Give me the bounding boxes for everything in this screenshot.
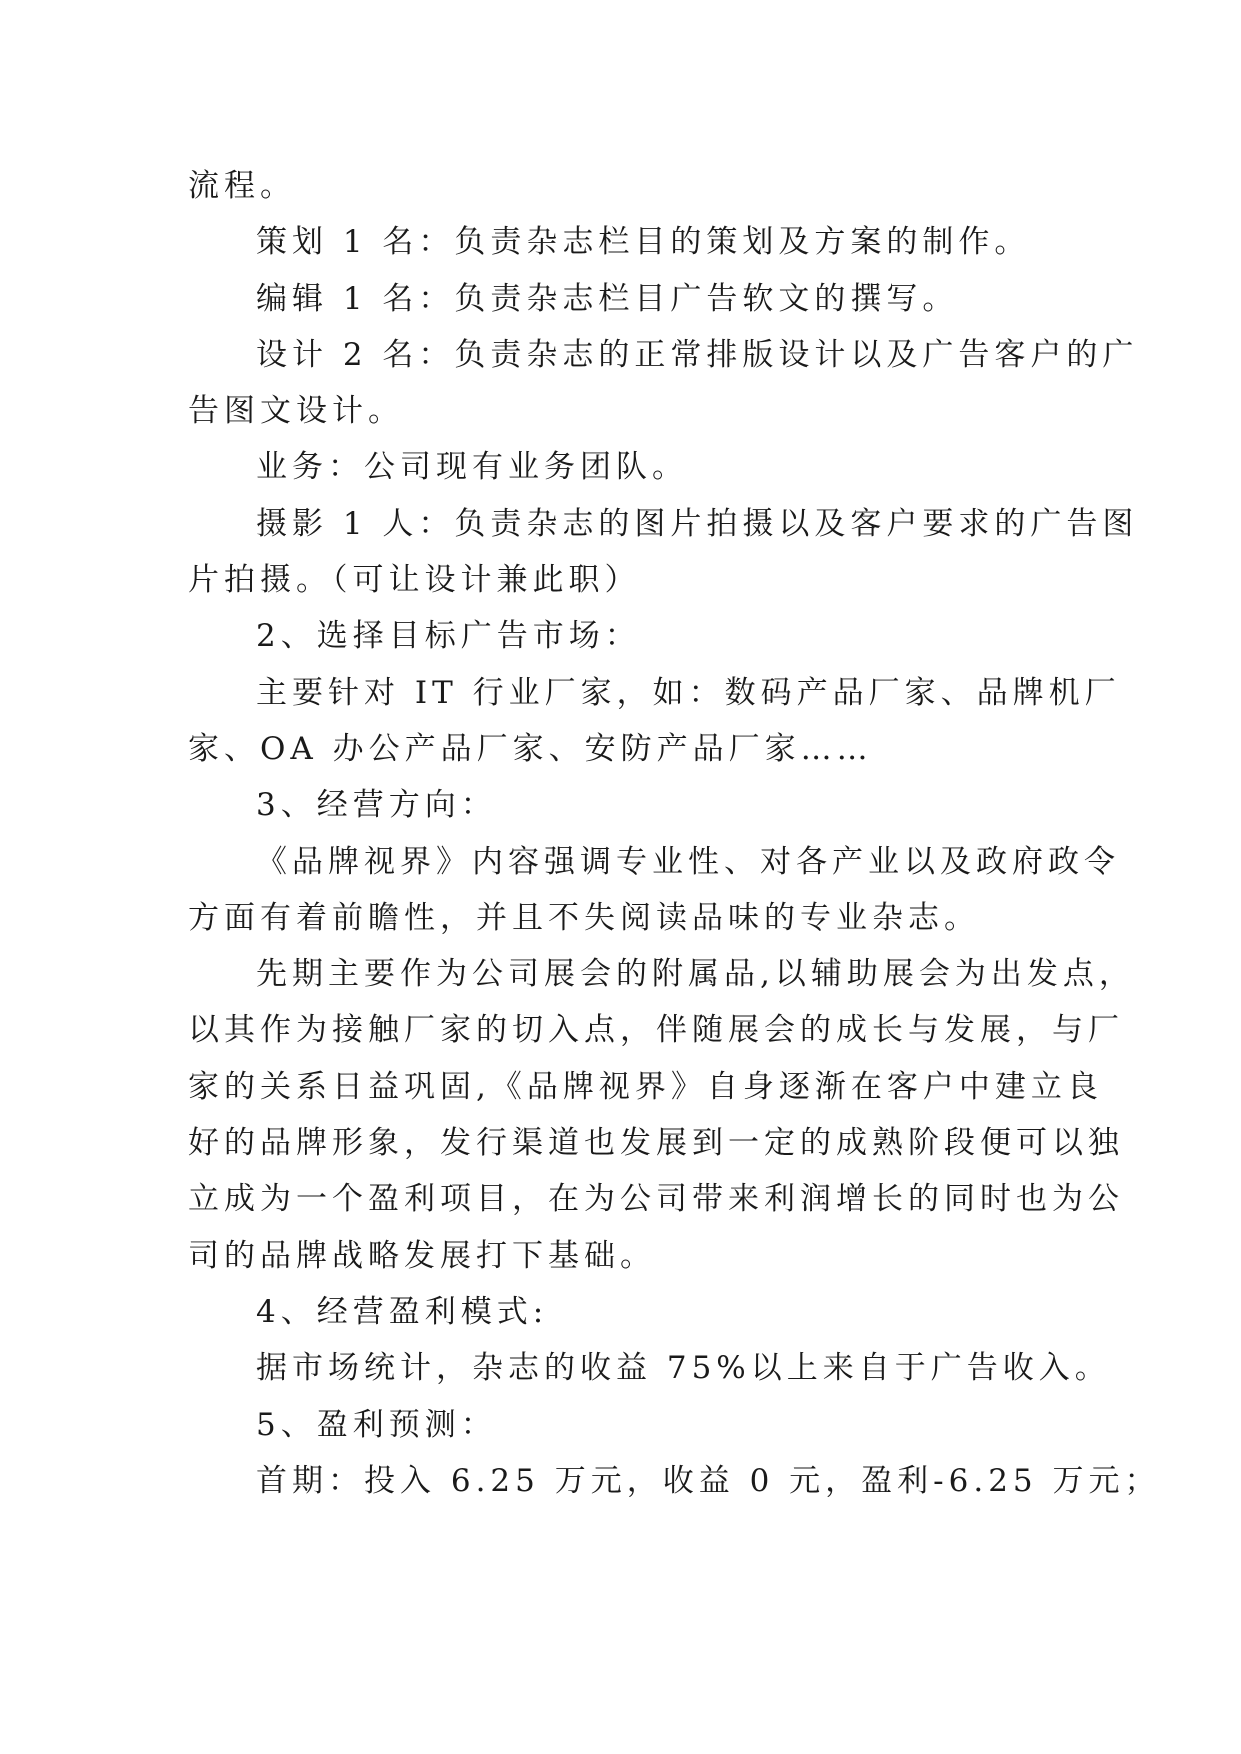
paragraph-line: 方面有着前瞻性，并且不失阅读品味的专业杂志。 (188, 899, 980, 936)
paragraph-line: 据市场统计，杂志的收益 75%以上来自于广告收入。 (256, 1350, 1111, 1387)
paragraph-line: 策划 1 名：负责杂志栏目的策划及方案的制作。 (256, 224, 1031, 261)
paragraph-line: 流程。 (188, 168, 296, 204)
paragraph-line: 好的品牌形象，发行渠道也发展到一定的成熟阶段便可以独 (188, 1125, 1124, 1162)
paragraph-line: 编辑 1 名：负责杂志栏目广告软文的撰写。 (256, 280, 959, 317)
paragraph-line: 片拍摄。（可让设计兼此职） (188, 562, 641, 599)
paragraph-line: 首期：投入 6.25 万元，收益 0 元，盈利-6.25 万元； (256, 1462, 1161, 1499)
section-heading: 5、盈利预测： (256, 1406, 497, 1443)
paragraph-line: 先期主要作为公司展会的附属品,以辅助展会为出发点， (256, 956, 1135, 993)
paragraph-line: 以其作为接触厂家的切入点，伴随展会的成长与发展，与厂 (188, 1012, 1124, 1049)
paragraph-line: 设计 2 名：负责杂志的正常排版设计以及广告客户的广 (256, 336, 1139, 373)
paragraph-line: 告图文设计。 (188, 393, 404, 430)
paragraph-line: 《品牌视界》内容强调专业性、对各产业以及政府政令 (256, 843, 1120, 880)
paragraph-line: 家、OA 办公产品厂家、安防产品厂家…… (188, 730, 873, 767)
body-text (188, 158, 1161, 1509)
paragraph-line: 业务：公司现有业务团队。 (256, 449, 688, 486)
section-heading: 3、经营方向： (256, 787, 497, 824)
paragraph-line: 立成为一个盈利项目，在为公司带来利润增长的同时也为公 (188, 1181, 1124, 1218)
section-heading: 2、选择目标广告市场： (256, 618, 641, 655)
section-heading: 4、经营盈利模式: (256, 1293, 549, 1330)
paragraph-line: 摄影 1 人：负责杂志的图片拍摄以及客户要求的广告图 (256, 505, 1139, 542)
paragraph-line: 司的品牌战略发展打下基础。 (188, 1237, 656, 1274)
paragraph-line: 主要针对 IT 行业厂家，如：数码产品厂家、品牌机厂 (256, 674, 1121, 711)
paragraph-line: 家的关系日益巩固,《品牌视界》自身逐渐在客户中建立良 (188, 1068, 1103, 1105)
